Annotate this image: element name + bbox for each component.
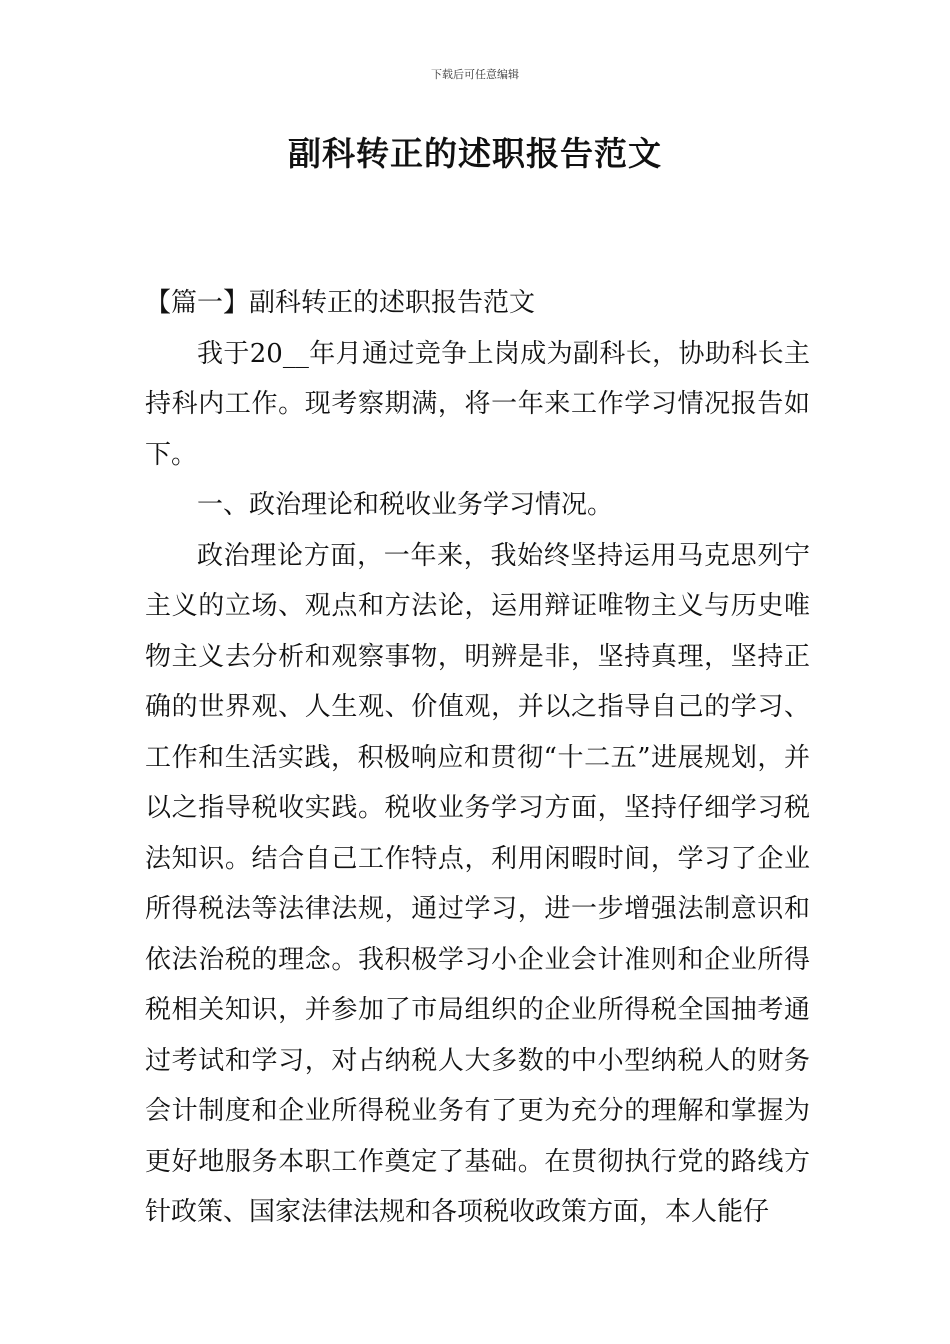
paragraph-political-study: 政治理论方面，一年来，我始终坚持运用马克思列宁主义的立场、观点和方法论，运用辩证唯物主义与历史唯物主义去分析和观察事物，明辨是非，坚持真理，坚持正确的世界观、人生观、价值观，并以之指导自己的学习、工作和生活实践，积极响应和贯彻“十二五”进展规划，并以之指导税收实践。税收业务学习方面，坚持仔细学习税法知识。结合自己工作特点，利用闲暇时间，学习了企业所得税法等法律法规，通过学习，进一步增强法制意识和依法治税的理念。我积极学习小企业会计准则和企业所得税相关知识，并参加了市局组织的企业所得税全国抽考通过考试和学习，对占纳税人大多数的中小型纳税人的财务会计制度和企业所得税业务有了更为充分的理解和掌握为更好地服务本职工作奠定了基础。在贯彻执行党的路线方针政策、国家法律法规和各项税收政策方面，本人能仔 (145, 540, 810, 1227)
section-heading: 【篇一】副科转正的述职报告范文 (145, 288, 536, 318)
subsection-heading: 一、政治理论和税收业务学习情况。 (197, 490, 614, 520)
paragraph-intro: 我于20__年月通过竞争上岗成为副科长，协助科长主持科内工作。现考察期满，将一年来工作学习情况报告如下。 (145, 338, 810, 470)
header-note: 下载后可任意编辑 (431, 68, 519, 81)
document-title: 副科转正的述职报告范文 (288, 134, 662, 173)
document-body (145, 278, 810, 1238)
